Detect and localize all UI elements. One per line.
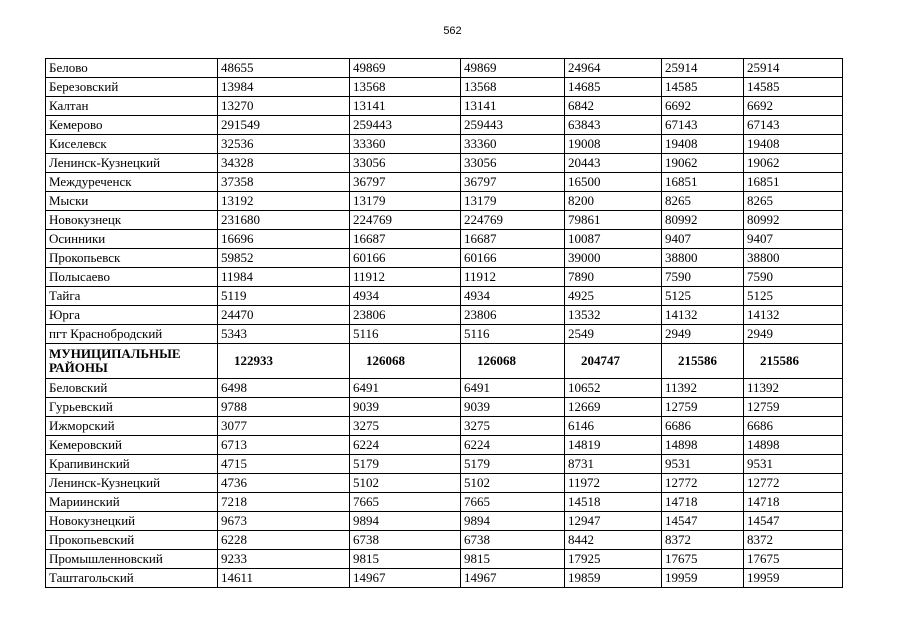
value-cell: 204747 xyxy=(565,344,662,379)
value-cell: 14898 xyxy=(744,436,843,455)
value-cell: 7665 xyxy=(461,493,565,512)
value-cell: 7590 xyxy=(744,268,843,287)
value-cell: 67143 xyxy=(744,116,843,135)
value-cell: 6228 xyxy=(218,531,350,550)
value-cell: 14718 xyxy=(744,493,843,512)
value-cell: 67143 xyxy=(662,116,744,135)
value-cell: 9531 xyxy=(744,455,843,474)
value-cell: 9788 xyxy=(218,398,350,417)
table-row xyxy=(46,550,843,569)
value-cell: 13532 xyxy=(565,306,662,325)
value-cell: 6498 xyxy=(218,379,350,398)
value-cell: 3275 xyxy=(350,417,461,436)
table-row xyxy=(46,306,843,325)
value-cell: 32536 xyxy=(218,135,350,154)
value-cell: 14898 xyxy=(662,436,744,455)
value-cell: 126068 xyxy=(350,344,461,379)
row-name-cell: Киселевск xyxy=(46,135,218,154)
value-cell: 4736 xyxy=(218,474,350,493)
value-cell: 19959 xyxy=(744,569,843,588)
value-cell: 12947 xyxy=(565,512,662,531)
table-body xyxy=(46,59,843,588)
row-name-cell: Калтан xyxy=(46,97,218,116)
value-cell: 49869 xyxy=(350,59,461,78)
value-cell: 19408 xyxy=(662,135,744,154)
table-row xyxy=(46,287,843,306)
value-cell: 5179 xyxy=(461,455,565,474)
value-cell: 37358 xyxy=(218,173,350,192)
row-name-cell: Гурьевский xyxy=(46,398,218,417)
value-cell: 33056 xyxy=(461,154,565,173)
value-cell: 7665 xyxy=(350,493,461,512)
value-cell: 36797 xyxy=(461,173,565,192)
value-cell: 11392 xyxy=(744,379,843,398)
value-cell: 2549 xyxy=(565,325,662,344)
row-name-cell: Новокузнецк xyxy=(46,211,218,230)
table-row xyxy=(46,154,843,173)
value-cell: 8265 xyxy=(744,192,843,211)
value-cell: 6738 xyxy=(350,531,461,550)
value-cell: 36797 xyxy=(350,173,461,192)
value-cell: 9894 xyxy=(350,512,461,531)
value-cell: 38800 xyxy=(662,249,744,268)
value-cell: 12772 xyxy=(662,474,744,493)
value-cell: 10087 xyxy=(565,230,662,249)
value-cell: 9815 xyxy=(461,550,565,569)
value-cell: 8731 xyxy=(565,455,662,474)
row-name-cell: Березовский xyxy=(46,78,218,97)
row-name-cell: Прокопьевский xyxy=(46,531,218,550)
value-cell: 4934 xyxy=(350,287,461,306)
value-cell: 122933 xyxy=(218,344,350,379)
table-row xyxy=(46,379,843,398)
row-name-cell: Крапивинский xyxy=(46,455,218,474)
row-name-cell: Полысаево xyxy=(46,268,218,287)
value-cell: 6224 xyxy=(350,436,461,455)
row-name-cell: Тайга xyxy=(46,287,218,306)
value-cell: 5116 xyxy=(461,325,565,344)
value-cell: 39000 xyxy=(565,249,662,268)
table-row xyxy=(46,78,843,97)
value-cell: 259443 xyxy=(350,116,461,135)
table-row xyxy=(46,493,843,512)
value-cell: 224769 xyxy=(461,211,565,230)
value-cell: 5116 xyxy=(350,325,461,344)
value-cell: 48655 xyxy=(218,59,350,78)
value-cell: 49869 xyxy=(461,59,565,78)
value-cell: 16851 xyxy=(662,173,744,192)
value-cell: 6224 xyxy=(461,436,565,455)
value-cell: 60166 xyxy=(461,249,565,268)
value-cell: 16696 xyxy=(218,230,350,249)
row-name-cell: Мыски xyxy=(46,192,218,211)
table-row xyxy=(46,569,843,588)
value-cell: 6692 xyxy=(662,97,744,116)
value-cell: 17925 xyxy=(565,550,662,569)
row-name-cell: Осинники xyxy=(46,230,218,249)
value-cell: 12772 xyxy=(744,474,843,493)
table-row xyxy=(46,211,843,230)
value-cell: 25914 xyxy=(744,59,843,78)
value-cell: 14819 xyxy=(565,436,662,455)
value-cell: 14611 xyxy=(218,569,350,588)
value-cell: 5119 xyxy=(218,287,350,306)
value-cell: 6686 xyxy=(662,417,744,436)
value-cell: 9407 xyxy=(744,230,843,249)
table-row xyxy=(46,512,843,531)
value-cell: 24964 xyxy=(565,59,662,78)
value-cell: 13568 xyxy=(461,78,565,97)
value-cell: 6842 xyxy=(565,97,662,116)
value-cell: 2949 xyxy=(744,325,843,344)
table-row xyxy=(46,436,843,455)
table-row xyxy=(46,325,843,344)
value-cell: 12759 xyxy=(662,398,744,417)
table-row xyxy=(46,531,843,550)
value-cell: 19959 xyxy=(662,569,744,588)
row-name-cell: Междуреченск xyxy=(46,173,218,192)
row-name-cell: пгт Краснобродский xyxy=(46,325,218,344)
value-cell: 14718 xyxy=(662,493,744,512)
value-cell: 19859 xyxy=(565,569,662,588)
value-cell: 9233 xyxy=(218,550,350,569)
row-name-cell: Юрга xyxy=(46,306,218,325)
table-row xyxy=(46,116,843,135)
page-number: 562 xyxy=(443,25,462,37)
value-cell: 9894 xyxy=(461,512,565,531)
row-name-cell: Ленинск-Кузнецкий xyxy=(46,474,218,493)
value-cell: 24470 xyxy=(218,306,350,325)
value-cell: 11912 xyxy=(350,268,461,287)
value-cell: 9407 xyxy=(662,230,744,249)
table-row xyxy=(46,135,843,154)
table-row xyxy=(46,398,843,417)
row-name-cell: Таштагольский xyxy=(46,569,218,588)
value-cell: 80992 xyxy=(662,211,744,230)
value-cell: 4715 xyxy=(218,455,350,474)
value-cell: 25914 xyxy=(662,59,744,78)
row-name-cell: Беловский xyxy=(46,379,218,398)
value-cell: 5102 xyxy=(461,474,565,493)
data-table xyxy=(45,58,843,588)
value-cell: 9673 xyxy=(218,512,350,531)
value-cell: 79861 xyxy=(565,211,662,230)
row-name-cell: Прокопьевск xyxy=(46,249,218,268)
value-cell: 19408 xyxy=(744,135,843,154)
value-cell: 7218 xyxy=(218,493,350,512)
table-row xyxy=(46,417,843,436)
value-cell: 16500 xyxy=(565,173,662,192)
value-cell: 224769 xyxy=(350,211,461,230)
value-cell: 63843 xyxy=(565,116,662,135)
value-cell: 13141 xyxy=(350,97,461,116)
value-cell: 60166 xyxy=(350,249,461,268)
value-cell: 9815 xyxy=(350,550,461,569)
value-cell: 13270 xyxy=(218,97,350,116)
row-name-cell: Белово xyxy=(46,59,218,78)
value-cell: 6713 xyxy=(218,436,350,455)
value-cell: 80992 xyxy=(744,211,843,230)
value-cell: 38800 xyxy=(744,249,843,268)
value-cell: 291549 xyxy=(218,116,350,135)
value-cell: 17675 xyxy=(744,550,843,569)
value-cell: 6491 xyxy=(350,379,461,398)
table-row xyxy=(46,268,843,287)
value-cell: 14967 xyxy=(461,569,565,588)
value-cell: 2949 xyxy=(662,325,744,344)
value-cell: 33360 xyxy=(461,135,565,154)
value-cell: 9039 xyxy=(461,398,565,417)
value-cell: 215586 xyxy=(662,344,744,379)
value-cell: 14518 xyxy=(565,493,662,512)
row-name-cell: Мариинский xyxy=(46,493,218,512)
value-cell: 5125 xyxy=(662,287,744,306)
value-cell: 14132 xyxy=(744,306,843,325)
value-cell: 3077 xyxy=(218,417,350,436)
value-cell: 13179 xyxy=(461,192,565,211)
value-cell: 33360 xyxy=(350,135,461,154)
row-name-cell: Ленинск-Кузнецкий xyxy=(46,154,218,173)
value-cell: 14547 xyxy=(744,512,843,531)
value-cell: 14585 xyxy=(662,78,744,97)
value-cell: 259443 xyxy=(461,116,565,135)
value-cell: 16851 xyxy=(744,173,843,192)
row-name-cell: Промышленновский xyxy=(46,550,218,569)
value-cell: 8200 xyxy=(565,192,662,211)
table-row xyxy=(46,59,843,78)
value-cell: 7890 xyxy=(565,268,662,287)
table-row xyxy=(46,230,843,249)
value-cell: 23806 xyxy=(350,306,461,325)
value-cell: 11912 xyxy=(461,268,565,287)
value-cell: 4934 xyxy=(461,287,565,306)
value-cell: 6692 xyxy=(744,97,843,116)
value-cell: 11972 xyxy=(565,474,662,493)
value-cell: 5125 xyxy=(744,287,843,306)
value-cell: 4925 xyxy=(565,287,662,306)
value-cell: 8372 xyxy=(662,531,744,550)
value-cell: 5102 xyxy=(350,474,461,493)
value-cell: 13192 xyxy=(218,192,350,211)
value-cell: 5343 xyxy=(218,325,350,344)
value-cell: 33056 xyxy=(350,154,461,173)
row-name-cell: Кемеровский xyxy=(46,436,218,455)
value-cell: 5179 xyxy=(350,455,461,474)
row-name-cell: Новокузнецкий xyxy=(46,512,218,531)
value-cell: 6686 xyxy=(744,417,843,436)
value-cell: 17675 xyxy=(662,550,744,569)
value-cell: 11984 xyxy=(218,268,350,287)
value-cell: 9039 xyxy=(350,398,461,417)
value-cell: 6491 xyxy=(461,379,565,398)
value-cell: 14132 xyxy=(662,306,744,325)
value-cell: 8265 xyxy=(662,192,744,211)
row-name-cell: МУНИЦИПАЛЬНЫЕ РАЙОНЫ xyxy=(46,344,218,379)
value-cell: 8372 xyxy=(744,531,843,550)
value-cell: 13568 xyxy=(350,78,461,97)
value-cell: 12669 xyxy=(565,398,662,417)
value-cell: 13141 xyxy=(461,97,565,116)
value-cell: 126068 xyxy=(461,344,565,379)
value-cell: 16687 xyxy=(350,230,461,249)
value-cell: 14585 xyxy=(744,78,843,97)
value-cell: 8442 xyxy=(565,531,662,550)
value-cell: 19008 xyxy=(565,135,662,154)
value-cell: 9531 xyxy=(662,455,744,474)
table-row xyxy=(46,97,843,116)
value-cell: 34328 xyxy=(218,154,350,173)
value-cell: 20443 xyxy=(565,154,662,173)
value-cell: 23806 xyxy=(461,306,565,325)
value-cell: 12759 xyxy=(744,398,843,417)
value-cell: 215586 xyxy=(744,344,843,379)
value-cell: 7590 xyxy=(662,268,744,287)
value-cell: 3275 xyxy=(461,417,565,436)
table-row xyxy=(46,249,843,268)
row-name-cell: Ижморский xyxy=(46,417,218,436)
table-row xyxy=(46,455,843,474)
value-cell: 13179 xyxy=(350,192,461,211)
value-cell: 231680 xyxy=(218,211,350,230)
value-cell: 10652 xyxy=(565,379,662,398)
value-cell: 59852 xyxy=(218,249,350,268)
table-row xyxy=(46,192,843,211)
value-cell: 6738 xyxy=(461,531,565,550)
value-cell: 14685 xyxy=(565,78,662,97)
section-row xyxy=(46,344,843,379)
table-row xyxy=(46,173,843,192)
value-cell: 14547 xyxy=(662,512,744,531)
value-cell: 11392 xyxy=(662,379,744,398)
value-cell: 19062 xyxy=(744,154,843,173)
value-cell: 6146 xyxy=(565,417,662,436)
value-cell: 14967 xyxy=(350,569,461,588)
value-cell: 16687 xyxy=(461,230,565,249)
value-cell: 19062 xyxy=(662,154,744,173)
row-name-cell: Кемерово xyxy=(46,116,218,135)
table-row xyxy=(46,474,843,493)
value-cell: 13984 xyxy=(218,78,350,97)
